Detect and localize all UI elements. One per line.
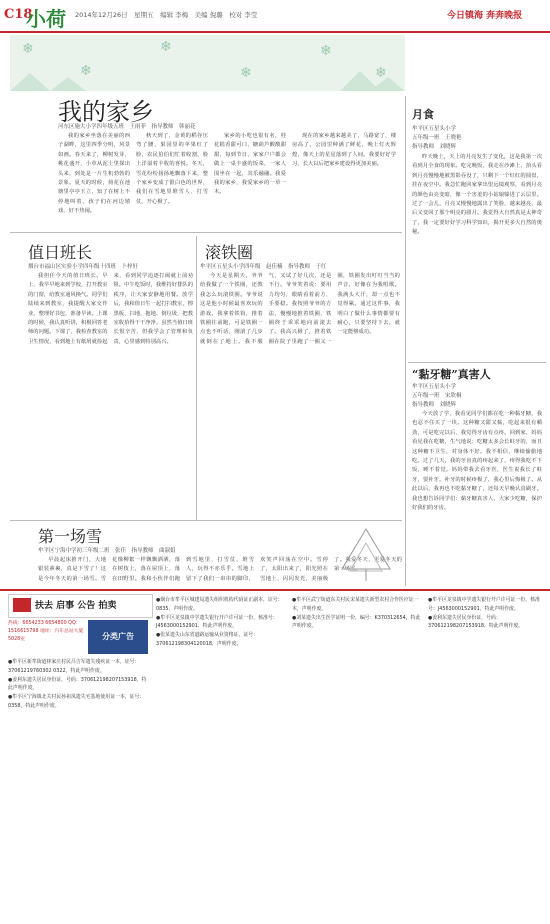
date-line: 2014年12月26日 星期五 编辑 李梅 美编 倪璐 校对 李莹	[75, 11, 258, 19]
decorative-banner	[10, 35, 405, 91]
changxue-text: 早晨起床推开门，大地银装素裹，真是下雪了！这是今年冬天的第一场雪。雪花像柳絮一样飘飘洒洒，落在树枝上，落在屋顶上，落在田野里。我和小伙伴们跑到雪地里，打雪仗、堆雪人，玩得不亦乐乎。雪地上留下了我们一串串的脚印，欢笑声回荡在空中。雪停了，太阳出来了，阳光照在雪地上，闪闪发光，美丽极了。我爱冬天，更爱冬天的第一场雪。	[38, 557, 402, 582]
yuesi-byline-line: 牟平区五星头小学	[412, 126, 457, 132]
ad-contact: 热线：6654233 6654800 QQ：1516615798 地址：汽车总站大厦5028室	[8, 621, 84, 642]
zhiri-title: 值日班长	[28, 243, 93, 262]
snowflake-icon: ❄	[320, 43, 332, 59]
ad-item: ●牟平区武宁街道东关村民宋某遗失新型农村合作医疗证一本，声明作废。	[292, 597, 419, 612]
main-article-column: 我的家乡坐落在美丽的西子湖畔，这里四季分明，风景如画。春天来了，柳树发芽，桃花盛开，小草从泥土里探出头来，到处是一片生机勃勃的景象。夏天的时候，荷花在池塘里亭亭玉立，知了在树上不停地叫着，孩子们在河边嬉戏，好不热闹。	[58, 133, 130, 215]
changxue-byline: 牟平区宁海中学初三年级二班 张佳 指导教师 曲淑娟	[38, 548, 176, 554]
page-header	[0, 0, 550, 34]
section-title: 小荷	[26, 7, 66, 31]
ad-banner	[8, 594, 153, 618]
nianya-byline-line: 牟平区五星头小学	[412, 384, 457, 390]
nianya-byline-line: 五年级一班 宋欣桐	[412, 393, 462, 399]
column-divider	[196, 236, 197, 521]
changxue-title: 第一场雪	[38, 527, 103, 546]
guntie-title: 滚铁圈	[205, 243, 254, 262]
snow-tree-illustration	[330, 525, 402, 585]
nianya-title: “黏牙糖”真害人	[412, 368, 491, 381]
yuesi-byline-line: 指导教师 刘晓辉	[412, 144, 457, 150]
guntie-text: 今天是星期天，爷爷给我做了一个铁圈，还教我怎么玩滚铁圈。爷爷说这是他小时候最喜欢玩的游戏。我拿着铁钩，推着铁圈往前跑，可是铁圈一点也不听话，刚滚了几步就倒在了地上。我不服气，又试了好几次，还是不行。爷爷笑着说：要用力均匀，眼睛看着前方，手要稳。我按照爷爷的方法，慢慢地推着铁圈，铁圈终于乖乖地向前滚去了。我高兴极了，推着铁圈在院子里跑了一圈又一圈，铁圈发出叮叮当当的声音，好像在为我唱歌。我满头大汗，却一点也不觉得累。通过这件事，我明白了做什么事情都要有耐心，只要坚持下去，就一定能够成功。	[200, 273, 400, 345]
ad-column	[156, 596, 286, 920]
main-article-column: 现在的家乡越来越美了，马路宽了，楼房高了，公园里种满了鲜花，晚上灯火辉煌，像天上的星星落到了人间。我要好好学习，长大以后把家乡建设得更加美丽。	[292, 133, 396, 168]
zhiri-text: 我担任今天的值日班长。早上，我早早地来到学校，打开教室的门窗，给教室通风换气。同学们陆续来到教室，我提醒大家交作业，整理好书包，准备早读。上课的时候，我认真听讲，积极回答老师的问题。下课了，我检查教室的卫生情况，看到地上有纸屑就捡起来，看到同学追逐打闹就上前劝阻。中午吃饭时，我维持好排队的秩序，让大家安静地用餐。放学后，我和值日生一起打扫教室，擦黑板、扫地、拖地、倒垃圾，把教室收拾得干干净净。虽然当值日班长很辛苦，但我学会了管理和负责，心里感到特别高兴。	[28, 273, 193, 345]
main-article-column: 家乡的小吃也很有名，桂花糕香甜可口，糖葫芦酸酸甜甜，每到节日，家家户户都会做上一桌丰盛的饭菜，一家人围坐在一起，其乐融融。我爱我的家乡，我爱家乡的一草一木。	[214, 133, 286, 196]
section-divider	[10, 232, 402, 233]
main-article-column: 秋天到了，金黄的稻谷压弯了腰，果园里的苹果红了脸，农民伯伯们忙着收割，脸上洋溢着丰收的喜悦。冬天，雪花纷纷扬扬地飘落下来，整个家乡变成了银白色的世界，我们在雪地里堆雪人、打雪仗，开心极了。	[136, 133, 208, 205]
masthead-logo: 今日镇海 奔奔晚报	[447, 11, 523, 21]
ad-column	[292, 596, 422, 920]
yuesi-text: 昨天晚上，天上的月亮发生了变化，这是我第一次看到月全食的现象。吃完晚饭，我走在沙滩上，抬头看到月亮慢慢地被黑影吞没了，只剩下一个红红的圆盘，挂在夜空中。我急忙跑回家拿出望远镜观察，看到月亮的颜色由亮变暗，像一个害羞的小姑娘躲进了云层里。过了一会儿，月亮又慢慢地露出了笑脸，越来越亮，最后又变回了那个明亮的圆月。我觉得大自然真是太神奇了，我一定要好好学习科学知识，揭开更多大自然的奥秘。	[412, 154, 542, 236]
section-divider	[408, 362, 546, 363]
ad-item: ●牟平区龙泉镇中学遗失银行开户许可证一份，核准号：J4563000152901，特此声明作废。	[428, 597, 540, 612]
ad-item: ●刘某遗失出生医学证明一份，编号：K370312654，特此声明作废。	[292, 614, 421, 630]
section-divider	[10, 520, 402, 521]
header-rule	[0, 31, 550, 33]
yuesi-byline-line: 五年级一班 王晓艳	[412, 135, 462, 141]
nianya-byline-line: 指导教师 刘晓辉	[412, 402, 457, 408]
nianya-text: 今天放了学，我看见同学们都在吃一种黏牙糖，我也忍不住买了一块。这种糖又甜又黏，吃起来很有嚼劲，可是吃完以后，我觉得牙齿有点疼。回到家，妈妈看见我在吃糖，生气地说：吃糖太多会长蛀牙的，而且这种糖不卫生，对身体不好。我不相信，继续偷偷地吃。过了几天，我的牙齿真的疼起来了，疼得我吃不下饭，睡不着觉。妈妈带我去看牙医，医生说我长了蛀牙，要补牙。补牙的时候疼极了，我心里后悔极了。从此以后，我再也不吃黏牙糖了，还每天早晚认真刷牙。我也想告诉同学们：黏牙糖真害人，大家少吃糖，保护好我们的牙齿。	[412, 411, 542, 512]
snowflake-icon: ❄	[22, 41, 34, 57]
zhiri-byline: 烟台市福山区实验小学四年级十四班 卜梓轩	[28, 264, 139, 270]
ad-item: ●张某遗失山东省道路运输从业资格证，证号：370612198304120018，声明作废。	[156, 632, 259, 647]
ad-item: ●烟台市牟平区城建局遗失组织机构代码证正副本，证号：0835，声明作废。	[156, 597, 283, 612]
ad-logo-icon	[13, 598, 31, 612]
snowflake-icon: ❄	[375, 65, 387, 81]
ad-item: ●牟平区新牟街道林家庄村民吕吉军遗失残疾证一本，证号：37061219760302 0322，特此声明作废。	[8, 659, 140, 674]
yuesi-title: 月食	[412, 108, 434, 121]
guntie-byline: 牟平区五星头小学四年级 赵佳楠 指导教师 于红	[200, 264, 327, 270]
ad-badge: 分类广告	[88, 620, 148, 654]
ad-column	[8, 658, 148, 920]
page-number: C18	[4, 7, 33, 22]
ad-item: ●牟平区宁海镇北关村民孙祖凤遗失宅基地使用证一本，证号：0358，特此声明作废。	[8, 694, 145, 709]
main-article-byline: 河东区施大小学四年级五班 王雨菲 指导教师 韩丽花	[58, 124, 196, 130]
snowflake-icon: ❄	[80, 63, 92, 79]
ad-top-rule	[0, 589, 550, 591]
snowflake-icon: ❄	[240, 65, 252, 81]
ad-item: ●牟平区龙泉镇中学遗失银行开户许可证一份，核准号：J4563000152901，特此声明作废。	[156, 614, 278, 630]
ad-item: ●姜利东遗失居民身份证，号码：370612198207153918，特此声明作废。	[8, 676, 147, 692]
main-article-title: 我的家乡	[58, 98, 154, 126]
ad-column	[428, 596, 544, 920]
ad-banner-title: 扶去 启事 公告 拍卖	[35, 601, 117, 611]
snowflake-icon: ❄	[160, 39, 172, 55]
column-divider	[405, 96, 406, 586]
ad-item: ●姜利东遗失居民身份证，号码：370612198207153918，特此声明作废。	[428, 614, 524, 630]
tree-silhouette	[10, 65, 405, 91]
